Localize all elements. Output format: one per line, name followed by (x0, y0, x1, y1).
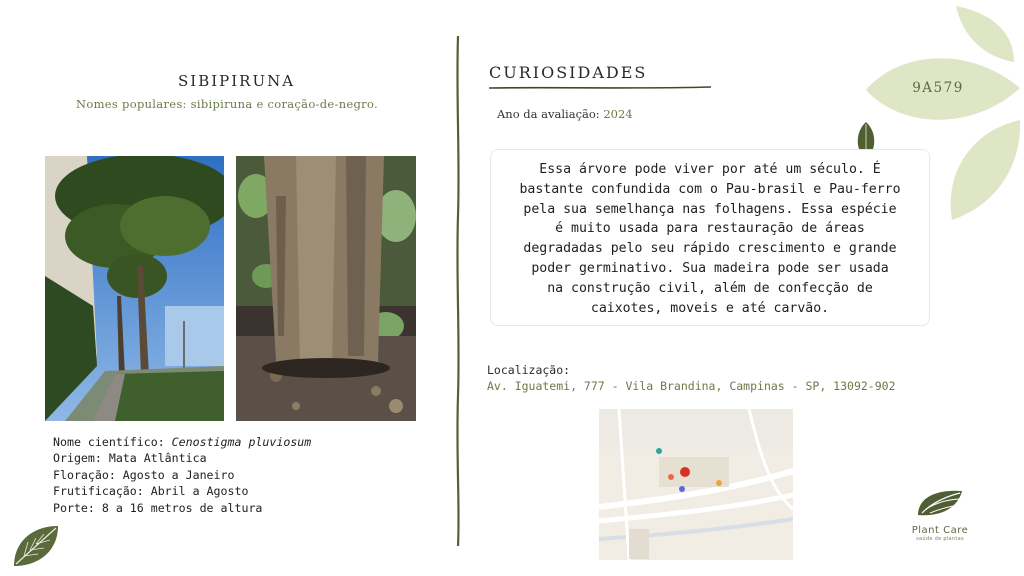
logo-tagline: saúde de plantas (916, 536, 964, 542)
scientific-name-value: Cenostigma pluviosum (171, 435, 312, 449)
curiosity-line: Essa árvore pode viver por até um século. É (539, 162, 881, 177)
evaluation-year (497, 107, 633, 121)
scientific-name-label: Nome científico: (53, 435, 165, 449)
curiosities-heading: CURIOSIDADES (489, 63, 648, 82)
evaluation-year-value: 2024 (603, 107, 633, 121)
plant-facts (53, 434, 311, 516)
evaluation-year-label: Ano da avaliação: (497, 107, 600, 121)
plant-care-logo-icon (912, 487, 968, 519)
curiosity-line: pela sua semelhança nas folhagens. Essa espécie (523, 201, 897, 217)
curiosity-line: degradadas pelo seu rápido crescimento e grande (523, 241, 897, 257)
origin-row: Origem: Mata Atlântica (53, 451, 207, 466)
leaf-icon (10, 522, 62, 570)
tree-photo (45, 156, 224, 421)
heading-underline (489, 84, 711, 92)
location-address[interactable]: Av. Iguatemi, 777 - Vila Brandina, Campinas - SP, 13092-902 (487, 379, 896, 393)
plant-care-logo (904, 487, 976, 542)
curiosity-line: é muito usada para restauração de áreas (555, 221, 865, 237)
size-row: Porte: 8 a 16 metros de altura (53, 500, 263, 515)
location-label: Localização: (487, 363, 571, 377)
curiosity-line: na construção civil, além de confecção de (547, 280, 873, 296)
curiosities-text-box (490, 149, 930, 326)
flowering-row: Floração: Agosto a Janeiro (53, 467, 235, 482)
curiosity-line: bastante confundida com o Pau-brasil e Pau-ferro (519, 181, 901, 197)
trunk-photo (236, 156, 416, 421)
popular-names: Nomes populares: sibipiruna e coração-de-negro. (76, 97, 378, 111)
plant-name-title: SIBIPIRUNA (178, 72, 296, 90)
column-divider (452, 36, 464, 546)
plant-code: 9A579 (912, 80, 964, 96)
logo-brand-name: Plant Care (911, 525, 969, 536)
location-map[interactable] (599, 409, 793, 560)
map-pin-icon[interactable] (680, 467, 690, 477)
curiosity-line: poder germinativo. Sua madeira pode ser usada (531, 260, 889, 276)
scientific-name-row (53, 434, 311, 450)
fruiting-row: Frutificação: Abril a Agosto (53, 484, 249, 499)
curiosity-line: caixotes, moveis e até carvão. (590, 300, 830, 316)
